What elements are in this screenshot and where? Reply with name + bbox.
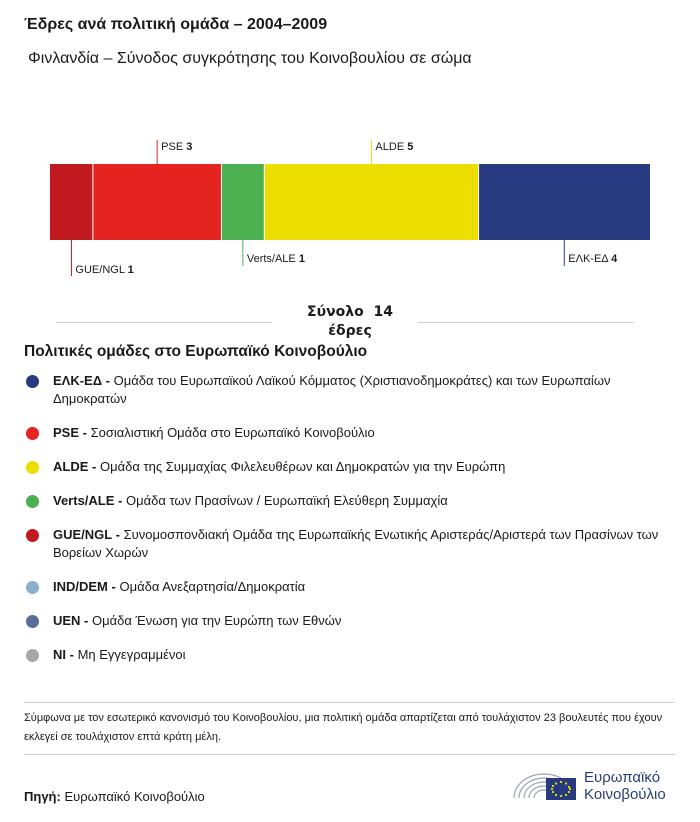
logo-line-2: Κοινοβούλιο	[584, 786, 666, 803]
legend-abbr: UEN -	[53, 613, 89, 628]
legend-desc: Ομάδα των Πρασίνων / Ευρωπαϊκή Ελεύθερη Συμμαχία	[125, 493, 448, 508]
bar-segment-ελκ-εδ	[479, 164, 650, 240]
chart-subtitle: Φινλανδία – Σύνοδος συγκρότησης του Κοινοβουλίου σε σώμα	[28, 50, 472, 67]
ind-dem-color-dot	[26, 581, 39, 594]
source-value: Ευρωπαϊκό Κοινοβούλιο	[64, 789, 205, 804]
total-seats	[290, 303, 410, 341]
gue-ngl-color-dot	[26, 529, 39, 542]
uen-color-dot	[26, 615, 39, 628]
seats-stacked-bar-chart	[0, 130, 700, 280]
note-divider-top	[24, 702, 675, 703]
bar-segment-pse	[93, 164, 222, 240]
legend-abbr: ALDE -	[53, 459, 97, 474]
legend-desc: Ομάδα Ένωση για την Ευρώπη των Εθνών	[92, 613, 342, 628]
legend-abbr: GUE/NGL -	[53, 527, 120, 542]
segment-label-gue-ngl: GUE/NGL 1	[75, 264, 134, 276]
total-value: 14	[373, 304, 393, 320]
segment-label-alde: ALDE 5	[375, 141, 414, 153]
bar-segment-verts-ale	[221, 164, 264, 240]
source-label: Πηγή:	[24, 789, 61, 804]
chart-title: Έδρες ανά πολιτική ομάδα – 2004–2009	[24, 16, 328, 33]
total-divider-left	[56, 322, 272, 323]
logo-line-1: Ευρωπαϊκό	[584, 769, 661, 786]
total-unit: έδρες	[328, 323, 372, 339]
pse-color-dot	[26, 427, 39, 440]
total-label: Σύνολο	[307, 304, 364, 320]
ni-color-dot	[26, 649, 39, 662]
source	[24, 789, 205, 804]
alde-color-dot	[26, 461, 39, 474]
legend-abbr: Verts/ALE -	[53, 493, 123, 508]
total-divider-right	[418, 322, 634, 323]
segment-label-verts-ale: Verts/ALE 1	[246, 253, 305, 265]
note-divider-bottom	[24, 754, 675, 755]
legend-desc: Συνομοσπονδιακή Ομάδα της Ευρωπαϊκής Ενωτικής Αριστεράς/Αριστερά των Πρασίνων των Βορείων Χωρών	[53, 527, 659, 560]
legend-abbr: ΕΛΚ-ΕΔ -	[53, 373, 111, 388]
legend-desc: Ομάδα Ανεξαρτησία/Δημοκρατία	[119, 579, 306, 594]
footnote: Σύμφωνα με τον εσωτερικό κανονισμό του Κοινοβουλίου, μια πολιτική ομάδα απαρτίζεται από τουλάχιστον 23 βουλευτές που έχουν εκλεγεί σε τουλάχιστον επτά κράτη μέλη.	[24, 712, 663, 743]
bar-segment-gue-ngl	[50, 164, 93, 240]
segment-label-pse: PSE 3	[161, 141, 193, 153]
legend-abbr: PSE -	[53, 425, 87, 440]
bar-segment-alde	[264, 164, 478, 240]
legend-abbr: NI -	[53, 647, 74, 662]
epp-ed-color-dot	[26, 375, 39, 388]
legend-desc: Ομάδα του Ευρωπαϊκού Λαϊκού Κόμματος (Χριστιανοδημοκράτες) και των Ευρωπαίων Δημοκρατών	[53, 373, 611, 406]
legend-abbr: IND/DEM -	[53, 579, 116, 594]
legend-title: Πολιτικές ομάδες στο Ευρωπαϊκό Κοινοβούλιο	[24, 343, 368, 360]
verts-ale-color-dot	[26, 495, 39, 508]
legend-desc: Σοσιαλιστική Ομάδα στο Ευρωπαϊκό Κοινοβούλιο	[90, 425, 375, 440]
logo-wordmark	[584, 769, 666, 803]
legend-desc: Ομάδα της Συμμαχίας Φιλελευθέρων και Δημοκρατών για την Ευρώπη	[99, 459, 506, 474]
legend-desc: Μη Εγγεγραμμένοι	[77, 647, 186, 662]
segment-label-ελκ-εδ: ΕΛΚ-ΕΔ 4	[568, 253, 618, 265]
